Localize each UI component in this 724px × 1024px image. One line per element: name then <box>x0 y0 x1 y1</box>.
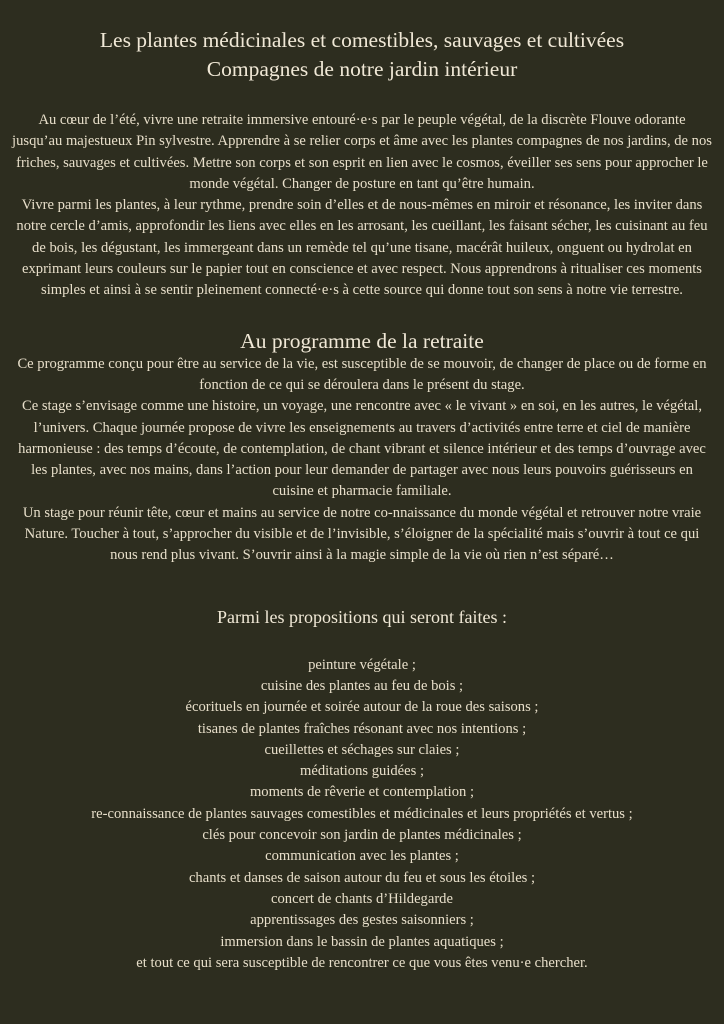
title-line-2: Compagnes de notre jardin intérieur <box>206 57 518 81</box>
intro-paragraph: Vivre parmi les plantes, à leur rythme, prendre soin d’elles et de nous-mêmes en miroir et résonance, les inviter dans notre cercle d’amis, approfondir les liens avec elles en les arrosant, les cueillant, les faisant sécher, les cuisinant au feu de bois, les dégustant, les immergeant dans un remède tel qu’une tisane, macérât huileux, onguent ou hydrolat en exprimant leurs couleurs sur le papier tout en conscience et avec respect. Nous apprendrons à ritualiser ces moments simples et ainsi à se sentir pleinement connecté·e·s à cette source qui donne tout son sens à notre vie terrestre. <box>16 197 708 299</box>
title-line-1: Les plantes médicinales et comestibles, sauvages et cultivées <box>99 28 625 52</box>
list-item: chants et danses de saison autour du feu et sous les étoiles ; <box>188 869 536 886</box>
programme-paragraph: Ce stage s’envisage comme une histoire, un voyage, une rencontre avec « le vivant » en soi, en les autres, le végétal, l’univers. Chaque journée propose de vivre les enseignements au travers d’activités entre terre et ciel de manière harmonieuse : des temps d’écoute, de contemplation, de chant vibrant et silence intérieur et des temps d’ouvrage avec les plantes, avec nos mains, dans l’action pour leur demander de partager avec nous leurs pouvoirs guérisseurs en cuisine et pharmacie familiale. <box>18 398 706 500</box>
propositions-list <box>12 655 712 974</box>
list-item: communication avec les plantes ; <box>265 848 459 865</box>
page-title <box>12 26 712 84</box>
list-item: moments de rêverie et contemplation ; <box>249 784 475 801</box>
programme-paragraph: Un stage pour réunir tête, cœur et mains au service de notre co-nnaissance du monde végétal et retrouver notre vraie Nature. Toucher à tout, s’approcher du visible et de l’invisible, s’éloigner de la spécialité mais s’ouvrir à tout ce qui nous rend plus vivant. S’ouvrir ainsi à la magie simple de la vie où rien n’est séparé… <box>22 504 702 564</box>
intro-paragraph: Au cœur de l’été, vivre une retraite immersive entouré·e·s par le peuple végétal, de la discrète Flouve odorante jusqu’au majestueux Pin sylvestre. Apprendre à se relier corps et âme avec les plantes compagnes de nos jardins, de nos friches, sauvages et cultivées. Mettre son corps et son esprit en lien avec le cosmos, éveiller ses sens pour approcher le monde végétal. Changer de posture en tant qu’être humain. <box>12 112 712 192</box>
list-item: écorituels en journée et soirée autour de la roue des saisons ; <box>185 699 539 716</box>
list-item: méditations guidées ; <box>299 763 425 780</box>
list-item: tisanes de plantes fraîches résonant avec nos intentions ; <box>197 720 527 737</box>
list-item: clés pour concevoir son jardin de plantes médicinales ; <box>202 827 522 844</box>
list-item: immersion dans le bassin de plantes aquatiques ; <box>220 933 504 950</box>
list-item: apprentissages des gestes saisonniers ; <box>250 912 474 929</box>
programme-section <box>12 354 712 567</box>
list-item: et tout ce qui sera susceptible de rencontrer ce que vous êtes venu·e chercher. <box>136 954 588 971</box>
list-item: cueillettes et séchages sur claies ; <box>264 741 460 758</box>
programme-paragraph: Ce programme conçu pour être au service de la vie, est susceptible de se mouvoir, de changer de place ou de forme en fonction de ce qui se déroulera dans le présent du stage. <box>17 355 707 393</box>
list-item: re-connaissance de plantes sauvages comestibles et médicinales et leurs propriétés et vertus ; <box>91 805 633 822</box>
programme-heading: Au programme de la retraite <box>240 328 484 353</box>
list-item: concert de chants d’Hildegarde <box>271 890 453 907</box>
list-item: peinture végétale ; <box>308 656 416 673</box>
list-item: cuisine des plantes au feu de bois ; <box>260 677 464 694</box>
intro-section <box>12 110 712 302</box>
propositions-heading: Parmi les propositions qui seront faites : <box>217 606 507 627</box>
